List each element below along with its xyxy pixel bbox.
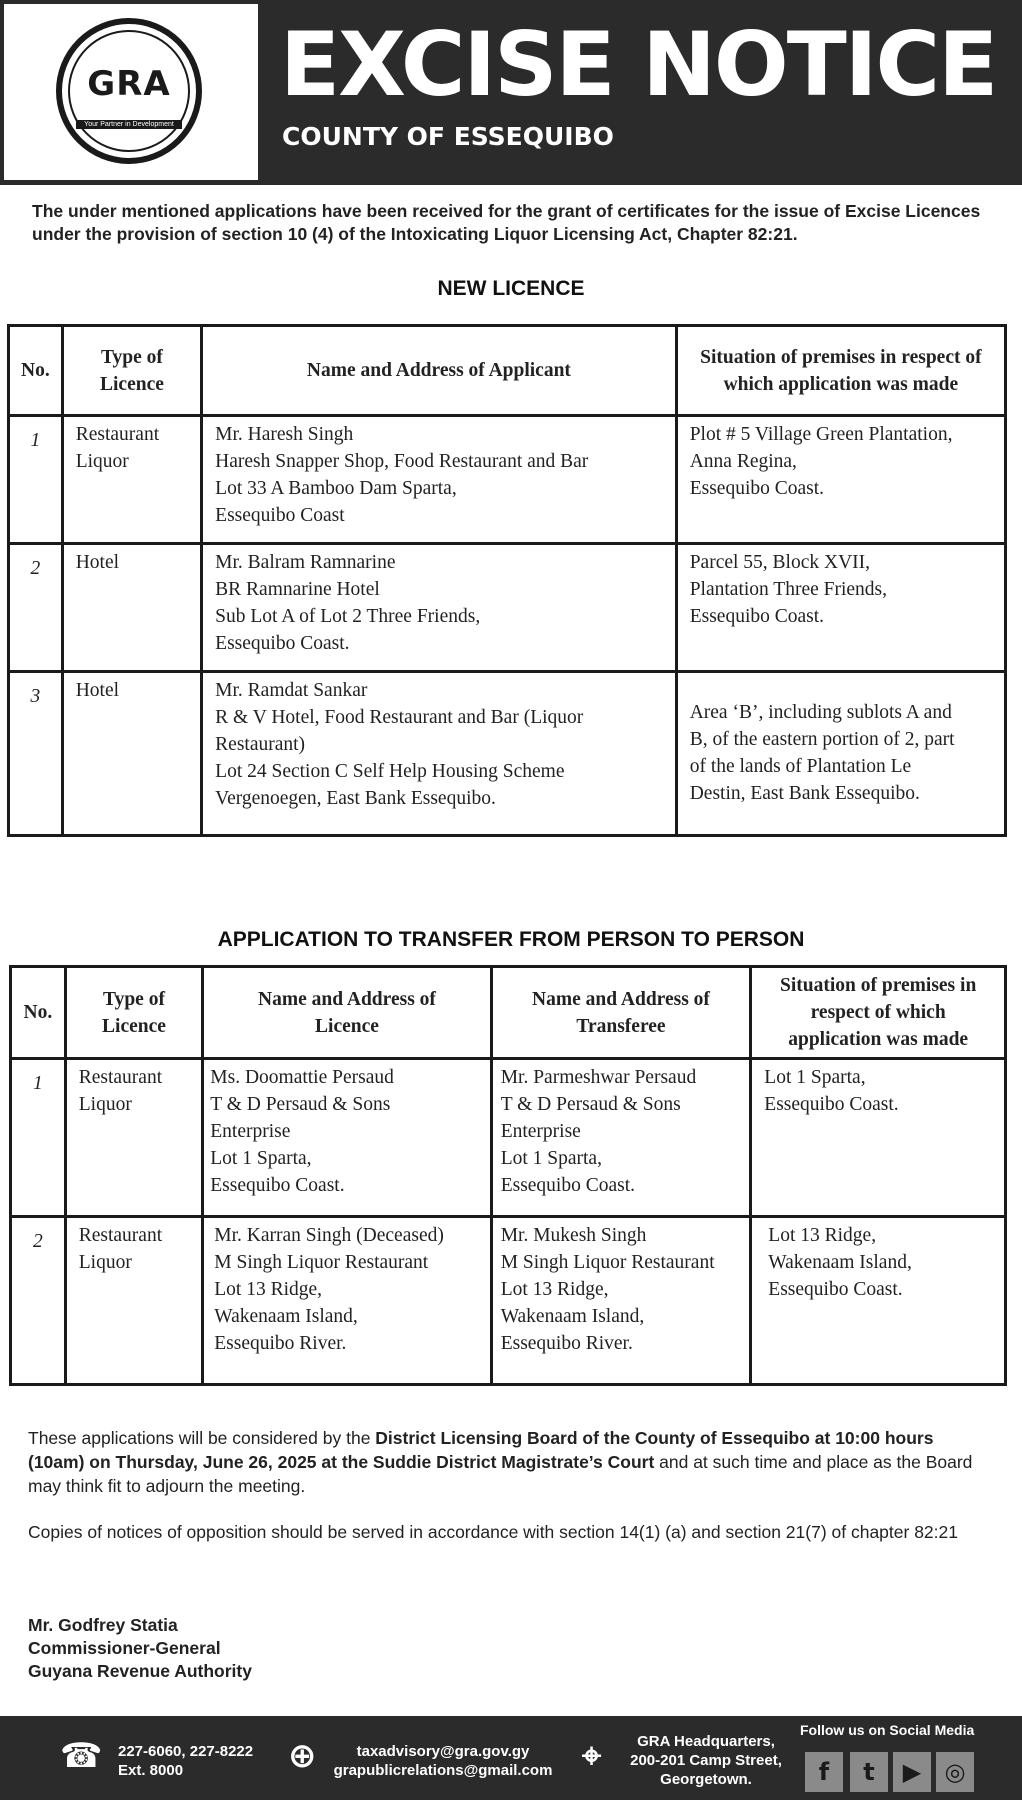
applicant-line: Haresh Snapper Shop, Food Restaurant and Bar [215, 451, 589, 472]
applicant-line: Essequibo Coast [215, 505, 345, 526]
licence-line: Enterprise [210, 1121, 291, 1142]
logo-text: GRA [87, 64, 171, 104]
row-type-line: Hotel [75, 552, 120, 573]
applicant-line: Mr. Ramdat Sankar [215, 680, 368, 701]
applicant-line: Mr. Haresh Singh [215, 424, 354, 445]
table-header-row [11, 967, 1006, 1059]
row-type [65, 1059, 203, 1217]
transferee-line: Mr. Parmeshwar Persaud [500, 1067, 697, 1088]
premises-line: Area ‘B’, including sublots A and [689, 702, 952, 723]
phone-numbers: 227-6060, 227-8222 [118, 1743, 254, 1760]
transfer-table [9, 965, 1007, 1386]
col-header-licence: Name and Address of Licence [203, 967, 491, 1059]
row-type-line: Liquor [78, 1094, 132, 1115]
premises-line: Essequibo Coast. [689, 606, 825, 627]
transferee-line: M Singh Liquor Restaurant [500, 1252, 715, 1273]
table-row [9, 672, 1006, 836]
phone-ext: Ext. 8000 [118, 1762, 184, 1779]
transferee-line: Lot 13 Ridge, [500, 1279, 609, 1300]
applicant-line: Sub Lot A of Lot 2 Three Friends, [215, 606, 481, 627]
col-header-premises: Situation of premises in respect of which application was made [676, 326, 1005, 416]
consideration-suffix: and at such time and place as the Board may think fit to adjourn the meeting. [28, 1452, 973, 1496]
licence-line: Ms. Doomattie Persaud [210, 1067, 394, 1088]
applicant-line: Mr. Balram Ramnarine [215, 552, 396, 573]
signatory-name: Mr. Godfrey Statia [28, 1615, 178, 1635]
intro-paragraph: The under mentioned applications have been received for the grant of certificates for the issue of Excise Licences under the provision of section 10 (4) of the Intoxicating Liquor Licensing Act, Chapter 82:21. [32, 201, 981, 244]
signature-block [28, 1614, 252, 1683]
row-type-line: Hotel [75, 680, 120, 701]
col-header-type: Type of Licence [65, 967, 203, 1059]
address-line2: 200-201 Camp Street, [630, 1752, 782, 1769]
row-no: 2 [9, 544, 63, 672]
twitter-icon[interactable]: t [850, 1752, 888, 1792]
licence-line: Wakenaam Island, [214, 1306, 358, 1327]
premises-line: Wakenaam Island, [768, 1252, 912, 1273]
applicant-line: Vergenoegen, East Bank Essequibo. [215, 788, 496, 809]
row-type [62, 544, 201, 672]
facebook-icon[interactable]: f [805, 1752, 843, 1792]
footer-phone [118, 1742, 253, 1780]
licence-line: T & D Persaud & Sons [210, 1094, 391, 1115]
row-no: 3 [9, 672, 63, 836]
page-subtitle: COUNTY OF ESSEQUIBO [282, 122, 614, 151]
table-header-row [9, 326, 1006, 416]
transferee-line: Wakenaam Island, [500, 1306, 645, 1327]
footer-address [622, 1732, 790, 1789]
applicant-line: Essequibo Coast. [215, 633, 350, 654]
header-banner [0, 0, 1022, 185]
signatory-org: Guyana Revenue Authority [28, 1661, 252, 1681]
row-type-line: Liquor [78, 1252, 132, 1273]
phone-icon: ☎ [60, 1736, 103, 1776]
row-premises [676, 416, 1005, 544]
applicant-line: Lot 33 A Bamboo Dam Sparta, [215, 478, 457, 499]
licence-line: Essequibo Coast. [210, 1175, 345, 1196]
logo-tagline: Your Partner in Development [76, 120, 182, 129]
row-premises [751, 1217, 1006, 1385]
licence-line: Lot 1 Sparta, [210, 1148, 312, 1169]
row-premises [676, 672, 1005, 836]
row-premises [751, 1059, 1006, 1217]
licence-line: Essequibo River. [214, 1333, 347, 1354]
col-header-premises: Situation of premises in respect of which application was made [751, 967, 1006, 1059]
row-licence [203, 1217, 491, 1385]
transferee-line: Essequibo Coast. [500, 1175, 636, 1196]
table-row [11, 1217, 1006, 1385]
address-line1: GRA Headquarters, [637, 1733, 775, 1750]
globe-icon: ⊕ [288, 1736, 317, 1776]
premises-line: of the lands of Plantation Le [689, 756, 912, 777]
premises-line: Essequibo Coast. [768, 1279, 903, 1300]
row-type-line: Restaurant [75, 424, 160, 445]
premises-line: Parcel 55, Block XVII, [689, 552, 871, 573]
col-header-no: No. [9, 326, 63, 416]
row-applicant [202, 672, 677, 836]
col-header-applicant: Name and Address of Applicant [202, 326, 677, 416]
page-title: EXCISE NOTICE [280, 13, 997, 116]
email-publicrelations[interactable]: grapublicrelations@gmail.com [333, 1762, 553, 1779]
row-type-line: Restaurant [78, 1225, 163, 1246]
applicant-line: Restaurant) [215, 734, 306, 755]
col-header-transferee: Name and Address of Transferee [491, 967, 751, 1059]
email-taxadvisory[interactable]: taxadvisory@gra.gov.gy [356, 1743, 530, 1760]
licence-line: Mr. Karran Singh (Deceased) [214, 1225, 444, 1246]
signatory-role: Commissioner-General [28, 1638, 221, 1658]
premises-line: Lot 13 Ridge, [768, 1225, 877, 1246]
instagram-icon[interactable]: ◎ [936, 1752, 974, 1792]
row-type-line: Restaurant [78, 1067, 163, 1088]
address-line3: Georgetown. [660, 1771, 752, 1788]
table-row [11, 1059, 1006, 1217]
social-media-label: Follow us on Social Media [800, 1722, 975, 1738]
consideration-prefix: These applications will be considered by the [28, 1428, 376, 1448]
premises-line: Plantation Three Friends, [689, 579, 888, 600]
premises-line: Destin, East Bank Essequibo. [689, 783, 920, 804]
premises-line: B, of the eastern portion of 2, part [689, 729, 955, 750]
transfer-title: APPLICATION TO TRANSFER FROM PERSON TO PERSON [217, 928, 805, 951]
licence-line: Lot 13 Ridge, [214, 1279, 323, 1300]
row-type [62, 672, 201, 836]
footer-bar [0, 1716, 1022, 1800]
row-type [65, 1217, 203, 1385]
logo-panel [4, 4, 258, 180]
row-applicant [202, 416, 677, 544]
consideration-bold: District Licensing Board of the County of Essequibo at 10:00 hours (10am) on Thursday, June 26, 2025 at the Suddie District Magistrate’s Court [28, 1428, 934, 1472]
new-licence-table [7, 324, 1007, 837]
table-row [9, 544, 1006, 672]
transferee-line: Lot 1 Sparta, [500, 1148, 602, 1169]
row-transferee [491, 1217, 751, 1385]
table-row [9, 416, 1006, 544]
col-header-type: Type of Licence [62, 326, 201, 416]
transferee-line: Mr. Mukesh Singh [500, 1225, 647, 1246]
new-licence-title: NEW LICENCE [437, 277, 585, 300]
premises-line: Anna Regina, [689, 451, 797, 472]
transferee-line: Essequibo River. [500, 1333, 633, 1354]
row-no: 1 [9, 416, 63, 544]
premises-line: Lot 1 Sparta, [764, 1067, 866, 1088]
youtube-icon[interactable]: ▶ [893, 1752, 931, 1792]
row-applicant [202, 544, 677, 672]
gra-logo [56, 18, 202, 164]
row-no: 2 [11, 1217, 66, 1385]
row-transferee [491, 1059, 751, 1217]
premises-line: Essequibo Coast. [689, 478, 825, 499]
opposition-paragraph: Copies of notices of opposition should be served in accordance with section 14(1) (a) and section 21(7) of chapter 82:21 [28, 1522, 958, 1542]
row-type [62, 416, 201, 544]
applicant-line: BR Ramnarine Hotel [215, 579, 380, 600]
transferee-line: T & D Persaud & Sons [500, 1094, 681, 1115]
licence-line: M Singh Liquor Restaurant [214, 1252, 429, 1273]
row-type-line: Liquor [75, 451, 129, 472]
location-pin-icon: ⌖ [582, 1736, 602, 1776]
col-header-no: No. [11, 967, 66, 1059]
row-premises [676, 544, 1005, 672]
row-licence [203, 1059, 491, 1217]
applicant-line: R & V Hotel, Food Restaurant and Bar (Liquor [215, 707, 584, 728]
transferee-line: Enterprise [500, 1121, 581, 1142]
footer-email [328, 1742, 558, 1780]
premises-line: Essequibo Coast. [764, 1094, 899, 1115]
consideration-paragraph [28, 1426, 992, 1498]
premises-line: Plot # 5 Village Green Plantation, [689, 424, 953, 445]
applicant-line: Lot 24 Section C Self Help Housing Scheme [215, 761, 565, 782]
row-no: 1 [11, 1059, 66, 1217]
